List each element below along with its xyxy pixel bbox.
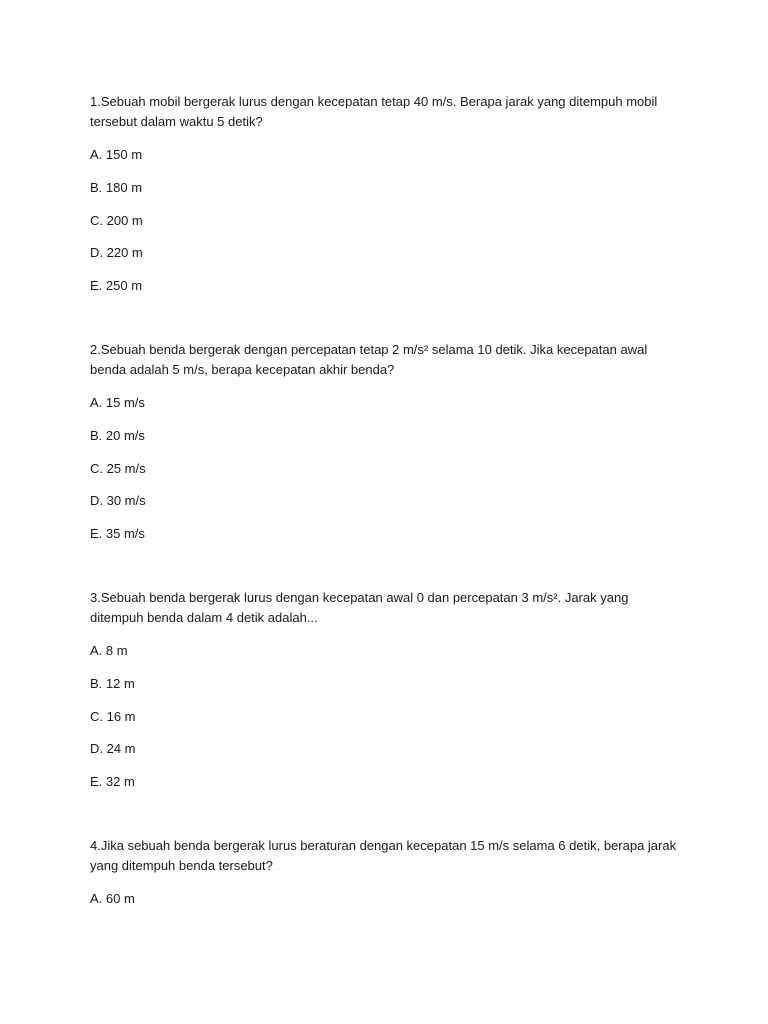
option-b: B. 180 m <box>90 179 143 195</box>
option-a: A. 15 m/s <box>90 394 145 410</box>
document-page <box>90 92 680 922</box>
question-3 <box>90 588 680 792</box>
question-text: 2.Sebuah benda bergerak dengan percepatan tetap 2 m/s² selama 10 detik. Jika kecepatan awal benda adalah 5 m/s, berapa kecepatan akhir benda? <box>90 341 648 377</box>
question-4 <box>90 836 680 909</box>
option-c: C. 200 m <box>90 212 143 228</box>
option-b: B. 20 m/s <box>90 427 145 443</box>
option-a: A. 8 m <box>90 642 128 658</box>
question-text: 1.Sebuah mobil bergerak lurus dengan kecepatan tetap 40 m/s. Berapa jarak yang ditempuh mobil tersebut dalam waktu 5 detik? <box>90 94 658 129</box>
spacer <box>90 805 680 836</box>
option-e: E. 250 m <box>90 278 143 294</box>
option-d: D. 30 m/s <box>90 493 146 509</box>
option-b: B. 12 m <box>90 675 135 691</box>
question-text: 3.Sebuah benda bergerak lurus dengan kecepatan awal 0 dan percepatan 3 m/s². Jarak yang ditempuh benda dalam 4 detik adalah... <box>90 589 629 625</box>
question-text: 4.Jika sebuah benda bergerak lurus beraturan dengan kecepatan 15 m/s selama 6 detik, berapa jarak yang ditempuh benda tersebut? <box>90 837 677 873</box>
option-d: D. 220 m <box>90 245 143 261</box>
option-d: D. 24 m <box>90 741 136 757</box>
question-1 <box>90 92 680 296</box>
option-e: E. 32 m <box>90 774 135 790</box>
option-a: A. 150 m <box>90 147 143 162</box>
option-c: C. 16 m <box>90 708 136 724</box>
spacer <box>90 309 680 340</box>
question-2 <box>90 340 680 544</box>
spacer <box>90 557 680 588</box>
option-c: C. 25 m/s <box>90 460 146 476</box>
option-e: E. 35 m/s <box>90 526 145 542</box>
option-a: A. 60 m <box>90 890 135 906</box>
